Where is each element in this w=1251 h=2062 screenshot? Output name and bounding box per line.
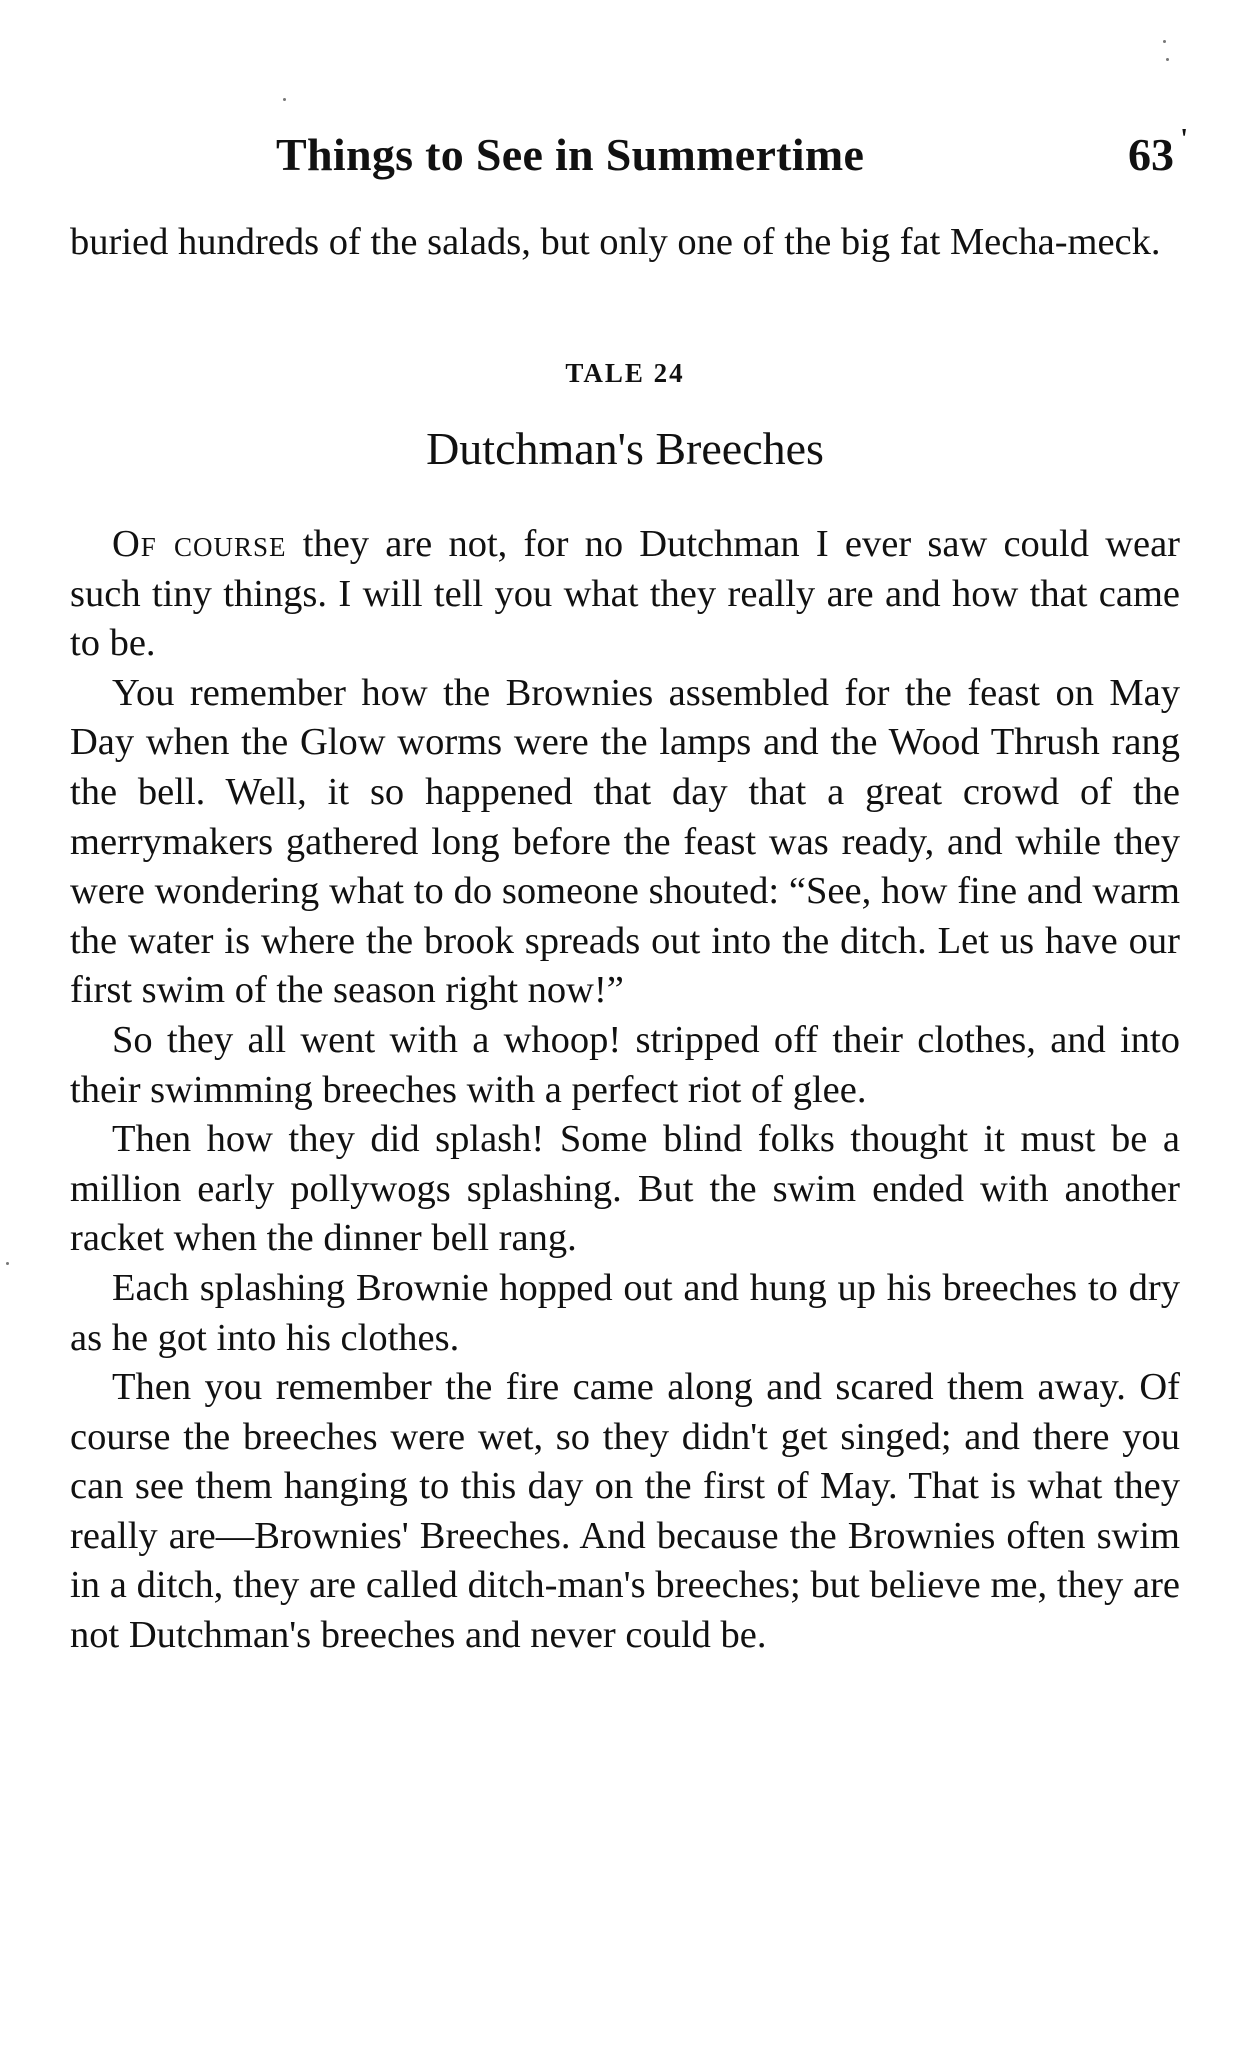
book-page — [70, 0, 1188, 2062]
running-header — [70, 124, 1188, 188]
page-number — [1128, 124, 1188, 181]
opening-words: Of course — [112, 523, 287, 565]
continued-text — [70, 218, 1180, 268]
tale-label: TALE 24 — [565, 358, 685, 388]
running-title: Things to See in Summertime — [276, 129, 865, 180]
tale-paragraph-2: You remember how the Brownies assembled for the feast on May Day when the Glow worms were the lamps and the Wood Thrush rang the bell. Well, it so happened that day that a great crowd of the merrymakers gathered long before the feast was ready, and while they were wondering what to do someone shouted: “See, how fine and warm the water is where the brook spreads out into the ditch. Let us have our first swim of the season right now!” — [70, 671, 1180, 1012]
tale-paragraph-1-text: they are not, for no Dutchman I ever saw could wear such tiny things. I will tell you what they really are and how that came to be. — [70, 523, 1180, 665]
tale-paragraph-4: Then how they did splash! Some blind folks thought it must be a million early pollywogs splashing. But the swim ended with another racket when the dinner bell rang. — [70, 1118, 1180, 1260]
tale-paragraph-5: Each splashing Brownie hopped out and hung up his breeches to dry as he got into his clothes. — [70, 1266, 1180, 1359]
tale-paragraph-6: Then you remember the fire came along and scared them away. Of course the breeches were wet, so they didn't get singed; and there you can see them hanging to this day on the first of May. That is what they really are—Brownies' Breeches. And because the Brownies often swim in a ditch, they are called ditch-man's breeches; but believe me, they are not Dutchman's breeches and never could be. — [70, 1366, 1180, 1657]
tale-paragraph-3: So they all went with a whoop! stripped off their clothes, and into their swimming breeches with a perfect riot of glee. — [70, 1018, 1180, 1111]
scan-speck — [283, 98, 286, 101]
page-mark: ' — [1180, 124, 1188, 155]
scan-speck — [1166, 58, 1169, 61]
continued-paragraph: buried hundreds of the salads, but only one of the big fat Mecha-meck. — [70, 221, 1161, 263]
page-number-value: 63 — [1128, 129, 1174, 180]
scan-speck — [6, 1262, 9, 1265]
tale-paragraph-1 — [70, 520, 1180, 669]
scan-speck — [1163, 40, 1166, 43]
tale-title: Dutchman's Breeches — [426, 423, 824, 474]
tale-body — [70, 520, 1180, 1661]
